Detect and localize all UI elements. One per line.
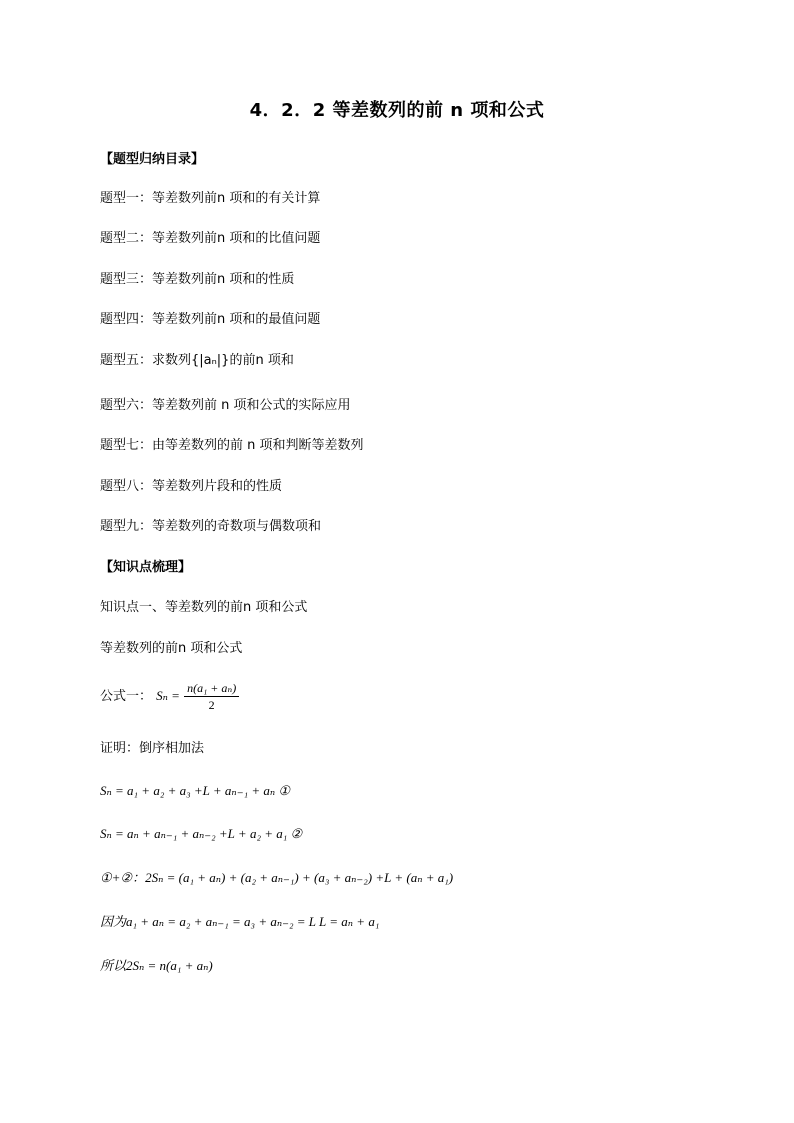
type-item-2: 题型二：等差数列前n 项和的比值问题 xyxy=(100,231,321,246)
formula-one-fraction xyxy=(184,680,239,713)
formula-one xyxy=(100,680,239,713)
type-item-6: 题型六：等差数列前 n 项和公式的实际应用 xyxy=(100,398,351,413)
type-item-4: 题型四：等差数列前n 项和的最值问题 xyxy=(100,312,321,327)
knowledge-point-subtitle: 等差数列的前n 项和公式 xyxy=(100,641,243,656)
page-title: 4．2．2 等差数列的前 n 项和公式 xyxy=(249,100,545,121)
type-item-3: 题型三：等差数列前n 项和的性质 xyxy=(100,272,295,287)
section-header-knowledge: 【知识点梳理】 xyxy=(100,560,192,575)
type-item-9: 题型九：等差数列的奇数项与偶数项和 xyxy=(100,519,322,534)
formula-one-label: 公式一： xyxy=(100,689,153,704)
equation-5: 所以2Sₙ = n(a₁ + aₙ) xyxy=(100,958,213,973)
equation-4: 因为a₁ + aₙ = a₂ + aₙ₋₁ = a₃ + aₙ₋₂ = L L = aₙ + a₁ xyxy=(100,914,380,929)
section-header-types: 【题型归纳目录】 xyxy=(100,152,205,167)
type-item-7: 题型七：由等差数列的前 n 项和判断等差数列 xyxy=(100,438,364,453)
type-item-8: 题型八：等差数列片段和的性质 xyxy=(100,479,283,494)
formula-one-denominator: 2 xyxy=(208,698,215,712)
type-item-5: 题型五：求数列{|aₙ|}的前n 项和 xyxy=(100,353,294,368)
equation-1: Sₙ = a₁ + a₂ + a₃ +L + aₙ₋₁ + aₙ ① xyxy=(100,783,291,798)
equation-3: ①+②：2Sₙ = (a₁ + aₙ) + (a₂ + aₙ₋₁) + (a₃ + aₙ₋₂) +L + (aₙ + a₁) xyxy=(100,870,454,885)
proof-label: 证明：倒序相加法 xyxy=(100,741,205,756)
formula-one-numerator: n(a₁ + aₙ) xyxy=(184,680,239,697)
formula-one-lhs: Sₙ = xyxy=(156,688,180,703)
type-item-1: 题型一：等差数列前n 项和的有关计算 xyxy=(100,191,321,206)
knowledge-point-title: 知识点一、等差数列的前n 项和公式 xyxy=(100,600,308,615)
equation-2: Sₙ = aₙ + aₙ₋₁ + aₙ₋₂ +L + a₂ + a₁ ② xyxy=(100,826,303,841)
